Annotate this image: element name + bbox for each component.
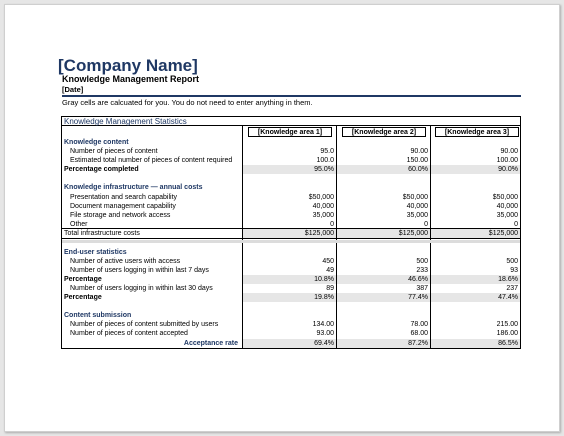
table-row: [62, 266, 520, 275]
value-cell[interactable]: $50,000: [402, 194, 428, 201]
table-row: [62, 156, 520, 165]
value-cell[interactable]: 0: [330, 221, 334, 228]
calculated-cell: $125,000: [431, 229, 520, 238]
statistics-table: [61, 116, 521, 349]
section-heading: Knowledge content: [64, 139, 129, 146]
company-name[interactable]: [Company Name]: [58, 56, 198, 75]
row-label: Number of pieces of content: [70, 148, 158, 155]
table-row: [62, 229, 520, 238]
value-cell[interactable]: 233: [416, 267, 428, 274]
table-row: [62, 329, 520, 338]
table-row: [62, 165, 520, 174]
calculated-cell: 10.8%: [243, 275, 336, 284]
row-label: Number of users logging in within last 7 days: [70, 267, 209, 274]
value-cell[interactable]: 35,000: [406, 212, 428, 219]
table-row: [62, 147, 520, 156]
value-cell[interactable]: $50,000: [492, 194, 518, 201]
row-label: Number of users logging in within last 30 days: [70, 285, 213, 292]
column-header-area-2[interactable]: [Knowledge area 2]: [342, 127, 426, 137]
value-cell[interactable]: 0: [514, 221, 518, 228]
row-label: Presentation and search capability: [70, 194, 178, 201]
row-label: Percentage: [64, 294, 102, 301]
report-title: Knowledge Management Report: [62, 74, 200, 84]
section-heading-row: [62, 138, 520, 147]
value-cell[interactable]: 35,000: [312, 212, 334, 219]
calculated-cell: $125,000: [337, 229, 430, 238]
calculated-cell: 60.0%: [337, 165, 430, 174]
value-cell[interactable]: 500: [506, 258, 518, 265]
table-row: [62, 284, 520, 293]
table-row: [62, 293, 520, 302]
section-heading: Knowledge infrastructure — annual costs: [64, 184, 203, 191]
calculated-cell: $125,000: [243, 229, 336, 238]
row-label: Estimated total number of pieces of content required: [70, 157, 233, 164]
value-cell[interactable]: 450: [322, 258, 334, 265]
row-label: File storage and network access: [70, 212, 171, 219]
value-cell[interactable]: 186.00: [496, 330, 518, 337]
calculated-cell: 86.5%: [431, 339, 520, 348]
report-date[interactable]: [Date]: [62, 85, 84, 94]
table-row: [62, 257, 520, 266]
table-row: [62, 193, 520, 202]
section-heading-row: [62, 248, 520, 257]
row-label: Document management capability: [70, 203, 176, 210]
value-cell[interactable]: 78.00: [410, 321, 428, 328]
value-cell[interactable]: 40,000: [406, 203, 428, 210]
table-row: [62, 320, 520, 329]
value-cell[interactable]: 387: [416, 285, 428, 292]
section-divider: [62, 238, 520, 239]
value-cell[interactable]: 93.00: [316, 330, 334, 337]
value-cell[interactable]: 35,000: [496, 212, 518, 219]
table-row: [62, 202, 520, 211]
calculated-cell: 47.4%: [431, 293, 520, 302]
row-label: Acceptance rate: [183, 340, 238, 347]
calculated-cell: 46.6%: [337, 275, 430, 284]
value-cell[interactable]: 93: [510, 267, 518, 274]
value-cell[interactable]: 90.00: [500, 148, 518, 155]
section-heading: Content submission: [64, 312, 132, 319]
value-cell[interactable]: 40,000: [496, 203, 518, 210]
value-cell[interactable]: 237: [506, 285, 518, 292]
value-cell[interactable]: 95.0: [320, 148, 334, 155]
value-cell[interactable]: 68.00: [410, 330, 428, 337]
value-cell[interactable]: 90.00: [410, 148, 428, 155]
row-label: Number of pieces of content submitted by users: [70, 321, 219, 328]
value-cell[interactable]: 134.00: [312, 321, 334, 328]
table-row: [62, 275, 520, 284]
table-row: [62, 339, 520, 348]
calculated-cell: 87.2%: [337, 339, 430, 348]
section-heading: End-user statistics: [64, 249, 127, 256]
value-cell[interactable]: 40,000: [312, 203, 334, 210]
column-header-area-1[interactable]: [Knowledge area 1]: [248, 127, 332, 137]
header-divider: [62, 95, 521, 97]
instruction-note: Gray cells are calcuated for you. You do not need to enter anything in them.: [62, 98, 313, 107]
value-cell[interactable]: 100.00: [496, 157, 518, 164]
calculated-cell: 69.4%: [243, 339, 336, 348]
section-spacer: [62, 240, 520, 243]
section-heading-row: [62, 183, 520, 192]
row-label: Percentage completed: [64, 166, 139, 173]
calculated-cell: 19.8%: [243, 293, 336, 302]
table-row: [62, 211, 520, 220]
value-cell[interactable]: 89: [326, 285, 334, 292]
section-heading-row: [62, 311, 520, 320]
row-label: Number of active users with access: [70, 258, 181, 265]
calculated-cell: 18.6%: [431, 275, 520, 284]
row-label: Number of pieces of content accepted: [70, 330, 188, 337]
value-cell[interactable]: $50,000: [308, 194, 334, 201]
row-label: Percentage: [64, 276, 102, 283]
calculated-cell: 77.4%: [337, 293, 430, 302]
row-label: Total infrastructure costs: [64, 230, 140, 237]
value-cell[interactable]: 500: [416, 258, 428, 265]
value-cell[interactable]: 49: [326, 267, 334, 274]
column-header-area-3[interactable]: [Knowledge area 3]: [435, 127, 519, 137]
row-label: Other: [70, 221, 88, 228]
value-cell[interactable]: 150.00: [406, 157, 428, 164]
value-cell[interactable]: 215.00: [496, 321, 518, 328]
calculated-cell: 90.0%: [431, 165, 520, 174]
table-title: Knowledge Management Statistics: [62, 117, 520, 126]
calculated-cell: 95.0%: [243, 165, 336, 174]
value-cell[interactable]: 0: [424, 221, 428, 228]
value-cell[interactable]: 100.0: [316, 157, 334, 164]
